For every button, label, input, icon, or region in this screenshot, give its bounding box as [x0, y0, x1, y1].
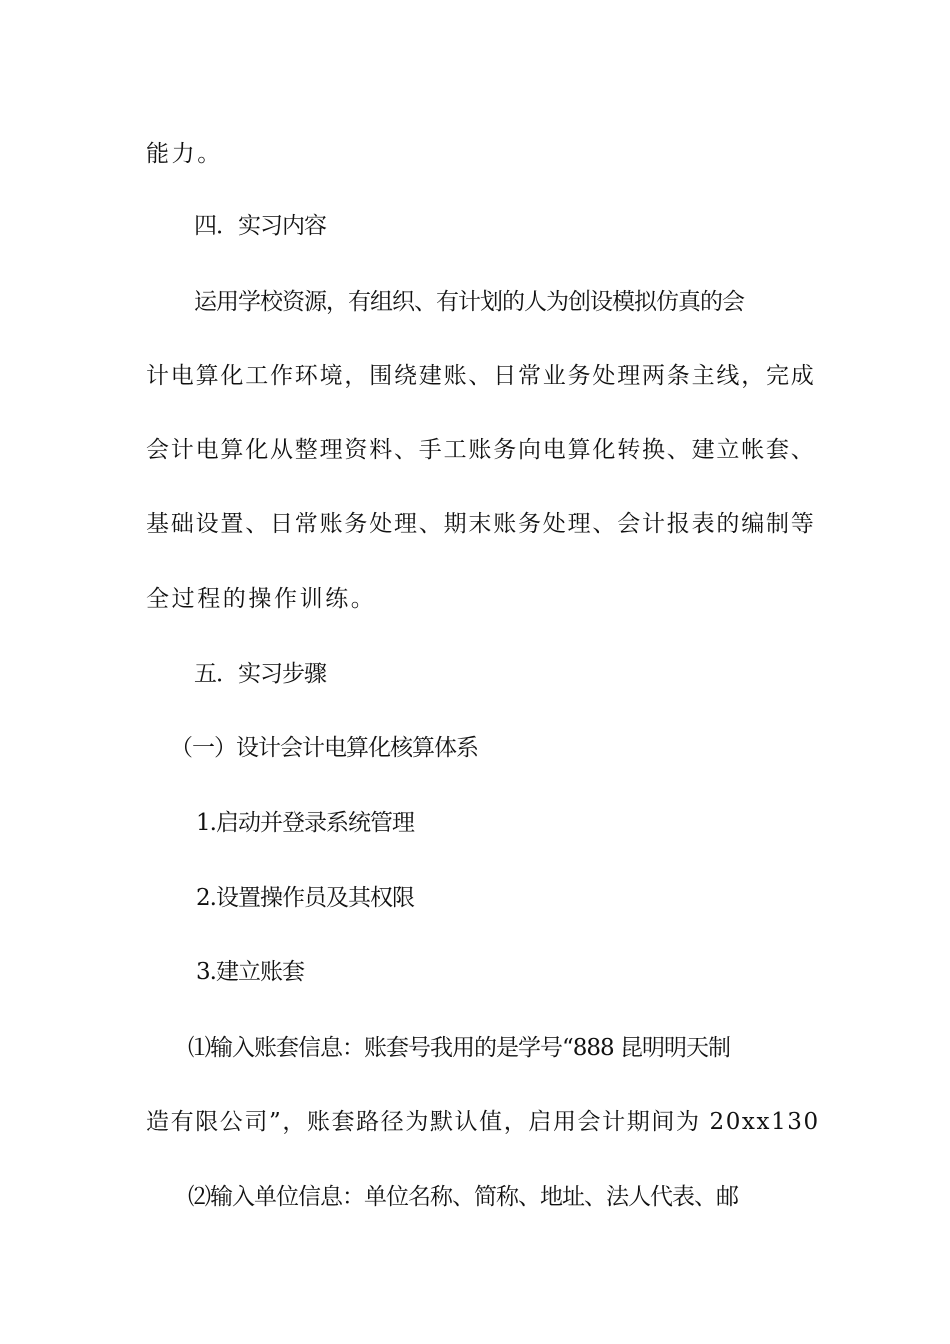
step-item: 3.建立账套: [196, 959, 304, 985]
paragraph-line: ⑵输入单位信息：单位名称、简称、地址、法人代表、邮: [188, 1184, 738, 1210]
paragraph-line: 造有限公司”，账套路径为默认值，启用会计期间为 20xx130: [146, 1109, 820, 1135]
paragraph-line: 计电算化工作环境，围绕建账、日常业务处理两条主线，完成: [146, 363, 816, 389]
paragraph-line: 能力。: [146, 141, 223, 167]
paragraph-line: 会计电算化从整理资料、手工账务向电算化转换、建立帐套、: [146, 437, 816, 463]
subsection-heading: （一）设计会计电算化核算体系: [170, 735, 478, 761]
section-heading: 四．实习内容: [194, 213, 326, 239]
section-heading: 五．实习步骤: [194, 661, 326, 687]
step-item: 1.启动并登录系统管理: [196, 810, 414, 836]
paragraph-line: 基础设置、日常账务处理、期末账务处理、会计报表的编制等: [146, 511, 816, 537]
paragraph-line: 运用学校资源，有组织、有计划的人为创设模拟仿真的会: [194, 289, 744, 315]
step-item: 2.设置操作员及其权限: [196, 885, 414, 911]
paragraph-line: ⑴输入账套信息：账套号我用的是学号“888 昆明明天制: [188, 1035, 730, 1061]
paragraph-line: 全过程的操作训练。: [146, 586, 377, 612]
